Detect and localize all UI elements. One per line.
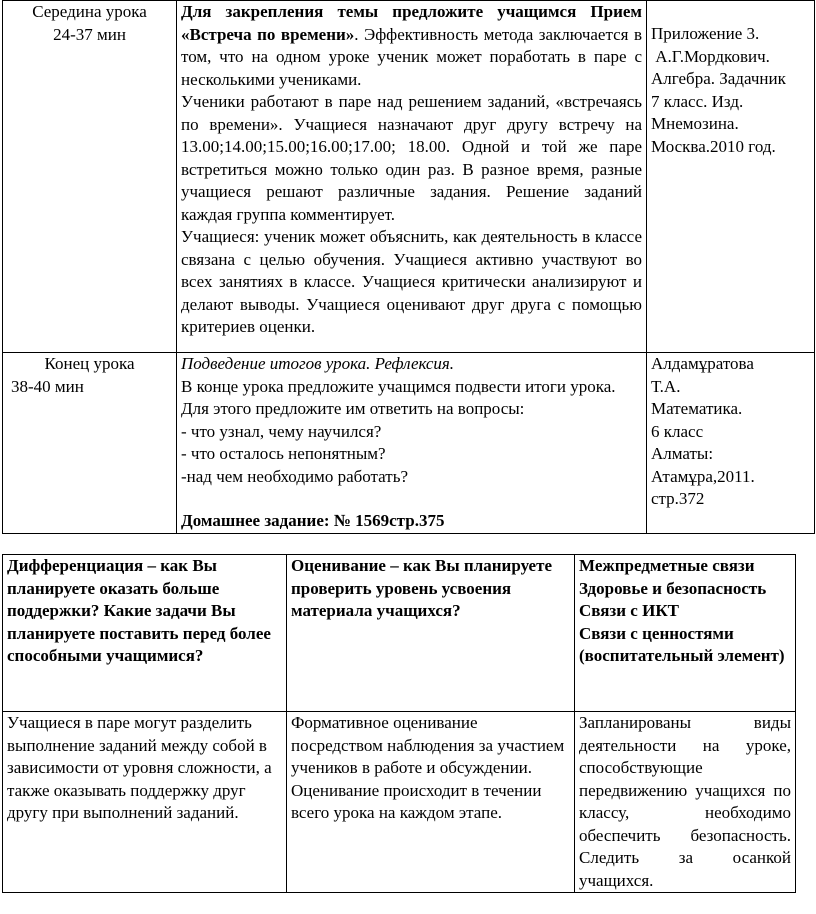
resource-line: 6 класс — [651, 421, 704, 441]
table-row — [3, 353, 815, 534]
resource-line: Мнемозина. — [651, 114, 739, 133]
question-line: -над чем необходимо работать? — [181, 466, 409, 486]
question-line: - что осталось непонятным? — [181, 444, 386, 463]
header-line: Связи с ценностями (воспитательный элемент) — [579, 623, 785, 665]
resource-line: Алгебра. Задачник — [651, 69, 786, 88]
resource-line: стр.372 — [651, 489, 705, 508]
header-text: Оценивание – как Вы планируете проверить уровень усвоения материала учащихся? — [291, 556, 552, 620]
differentiation-header — [3, 555, 287, 712]
cross-curricular-cell — [575, 712, 796, 893]
resource-cell — [647, 353, 815, 534]
assessment-header — [287, 555, 575, 712]
header-line: Связи с ИКТ — [579, 601, 679, 620]
stage-name: Середина урока — [32, 2, 147, 21]
activity-paragraph — [181, 1, 642, 91]
header-text: Дифференциация – как Вы планируете оказать больше поддержки? Какие задачи Вы планируете поставить перед более способными учащимися? — [7, 556, 271, 665]
header-line: Межпредметные связи — [579, 556, 755, 575]
table-row — [3, 712, 796, 893]
resource-line: Атамұра,2011. — [651, 466, 755, 486]
stage-name: Конец урока — [44, 354, 135, 373]
assessment-cell — [287, 712, 575, 893]
resource-line: А.Г.Мордкович. — [651, 46, 770, 66]
resource-cell — [647, 1, 815, 353]
stage-cell — [3, 353, 177, 534]
stage-time: 24-37 мин — [53, 24, 126, 44]
resource-line: 7 класс. Изд. — [651, 91, 744, 111]
stage-cell — [3, 1, 177, 353]
cell-text: Формативное оценивание посредством наблюдения за участием учеников в работе и обсуждении. Оценивание происходит в течении всего урока на каждом этапе. — [291, 713, 565, 822]
table-row — [3, 555, 796, 712]
homework: Домашнее задание: № 1569стр.375 — [181, 511, 445, 530]
resource-line: Москва.2010 год. — [651, 136, 776, 156]
cross-curricular-header — [575, 555, 796, 712]
cell-text: Запланированы виды деятельности на уроке, способствующие передвижению учащихся по классу, необходимо обеспечить безопасность. Следить за осанкой учащихся. — [579, 713, 791, 890]
question-line: - что узнал, чему научился? — [181, 421, 382, 441]
cell-text: Учащиеся в паре могут разделить выполнение заданий между собой в зависимости от уровня сложности, а также оказывать поддержку друг другу при выполнений заданий. — [7, 713, 272, 822]
stage-time: 38-40 мин — [11, 376, 84, 396]
resource-line: Приложение 3. — [651, 24, 760, 43]
reflection-title: Подведение итогов урока. Рефлексия. — [181, 354, 455, 373]
activity-paragraph: Ученики работают в паре над решением заданий, «встречаясь по времени». Учащиеся назначают друг другу встречу на 13.00;14.00;15.00;16.00;17.00; 18.00. Одной и той же паре встретиться можно только один раз. В разное время, разные учащиеся решают различные задания. Решение заданий каждая группа комментирует. — [181, 92, 642, 224]
planning-table — [2, 554, 796, 893]
resource-line: Алматы: — [651, 444, 714, 463]
differentiation-cell — [3, 712, 287, 893]
header-line: Здоровье и безопасность — [579, 578, 767, 598]
table-row — [3, 1, 815, 353]
activity-line: В конце урока предложите учащимся подвести итоги урока. Для этого предложите им ответить на вопросы: — [181, 376, 616, 418]
activity-paragraph: Учащиеся: ученик может объяснить, как деятельность в классе связана с целью обучения. Учащиеся активно участвуют во всех занятиях в классе. Учащиеся критически анализируют и делают выводы. Учащиеся оценивают друг друга с помощью критериев оценки. — [181, 227, 642, 336]
lesson-plan-table — [2, 0, 815, 534]
activity-cell — [177, 1, 647, 353]
resource-line: Алдамұратова — [651, 354, 754, 373]
method-description: . Эффективность метода заключается в том, что на одном уроке ученик может поработать в паре с несколькими учениками. — [181, 24, 643, 89]
resource-line: Математика. — [651, 399, 743, 418]
resource-line: Т.А. — [651, 376, 681, 396]
activity-cell — [177, 353, 647, 534]
method-title: Для закрепления темы предложите учащимся Прием «Встреча по времени» — [181, 2, 642, 44]
